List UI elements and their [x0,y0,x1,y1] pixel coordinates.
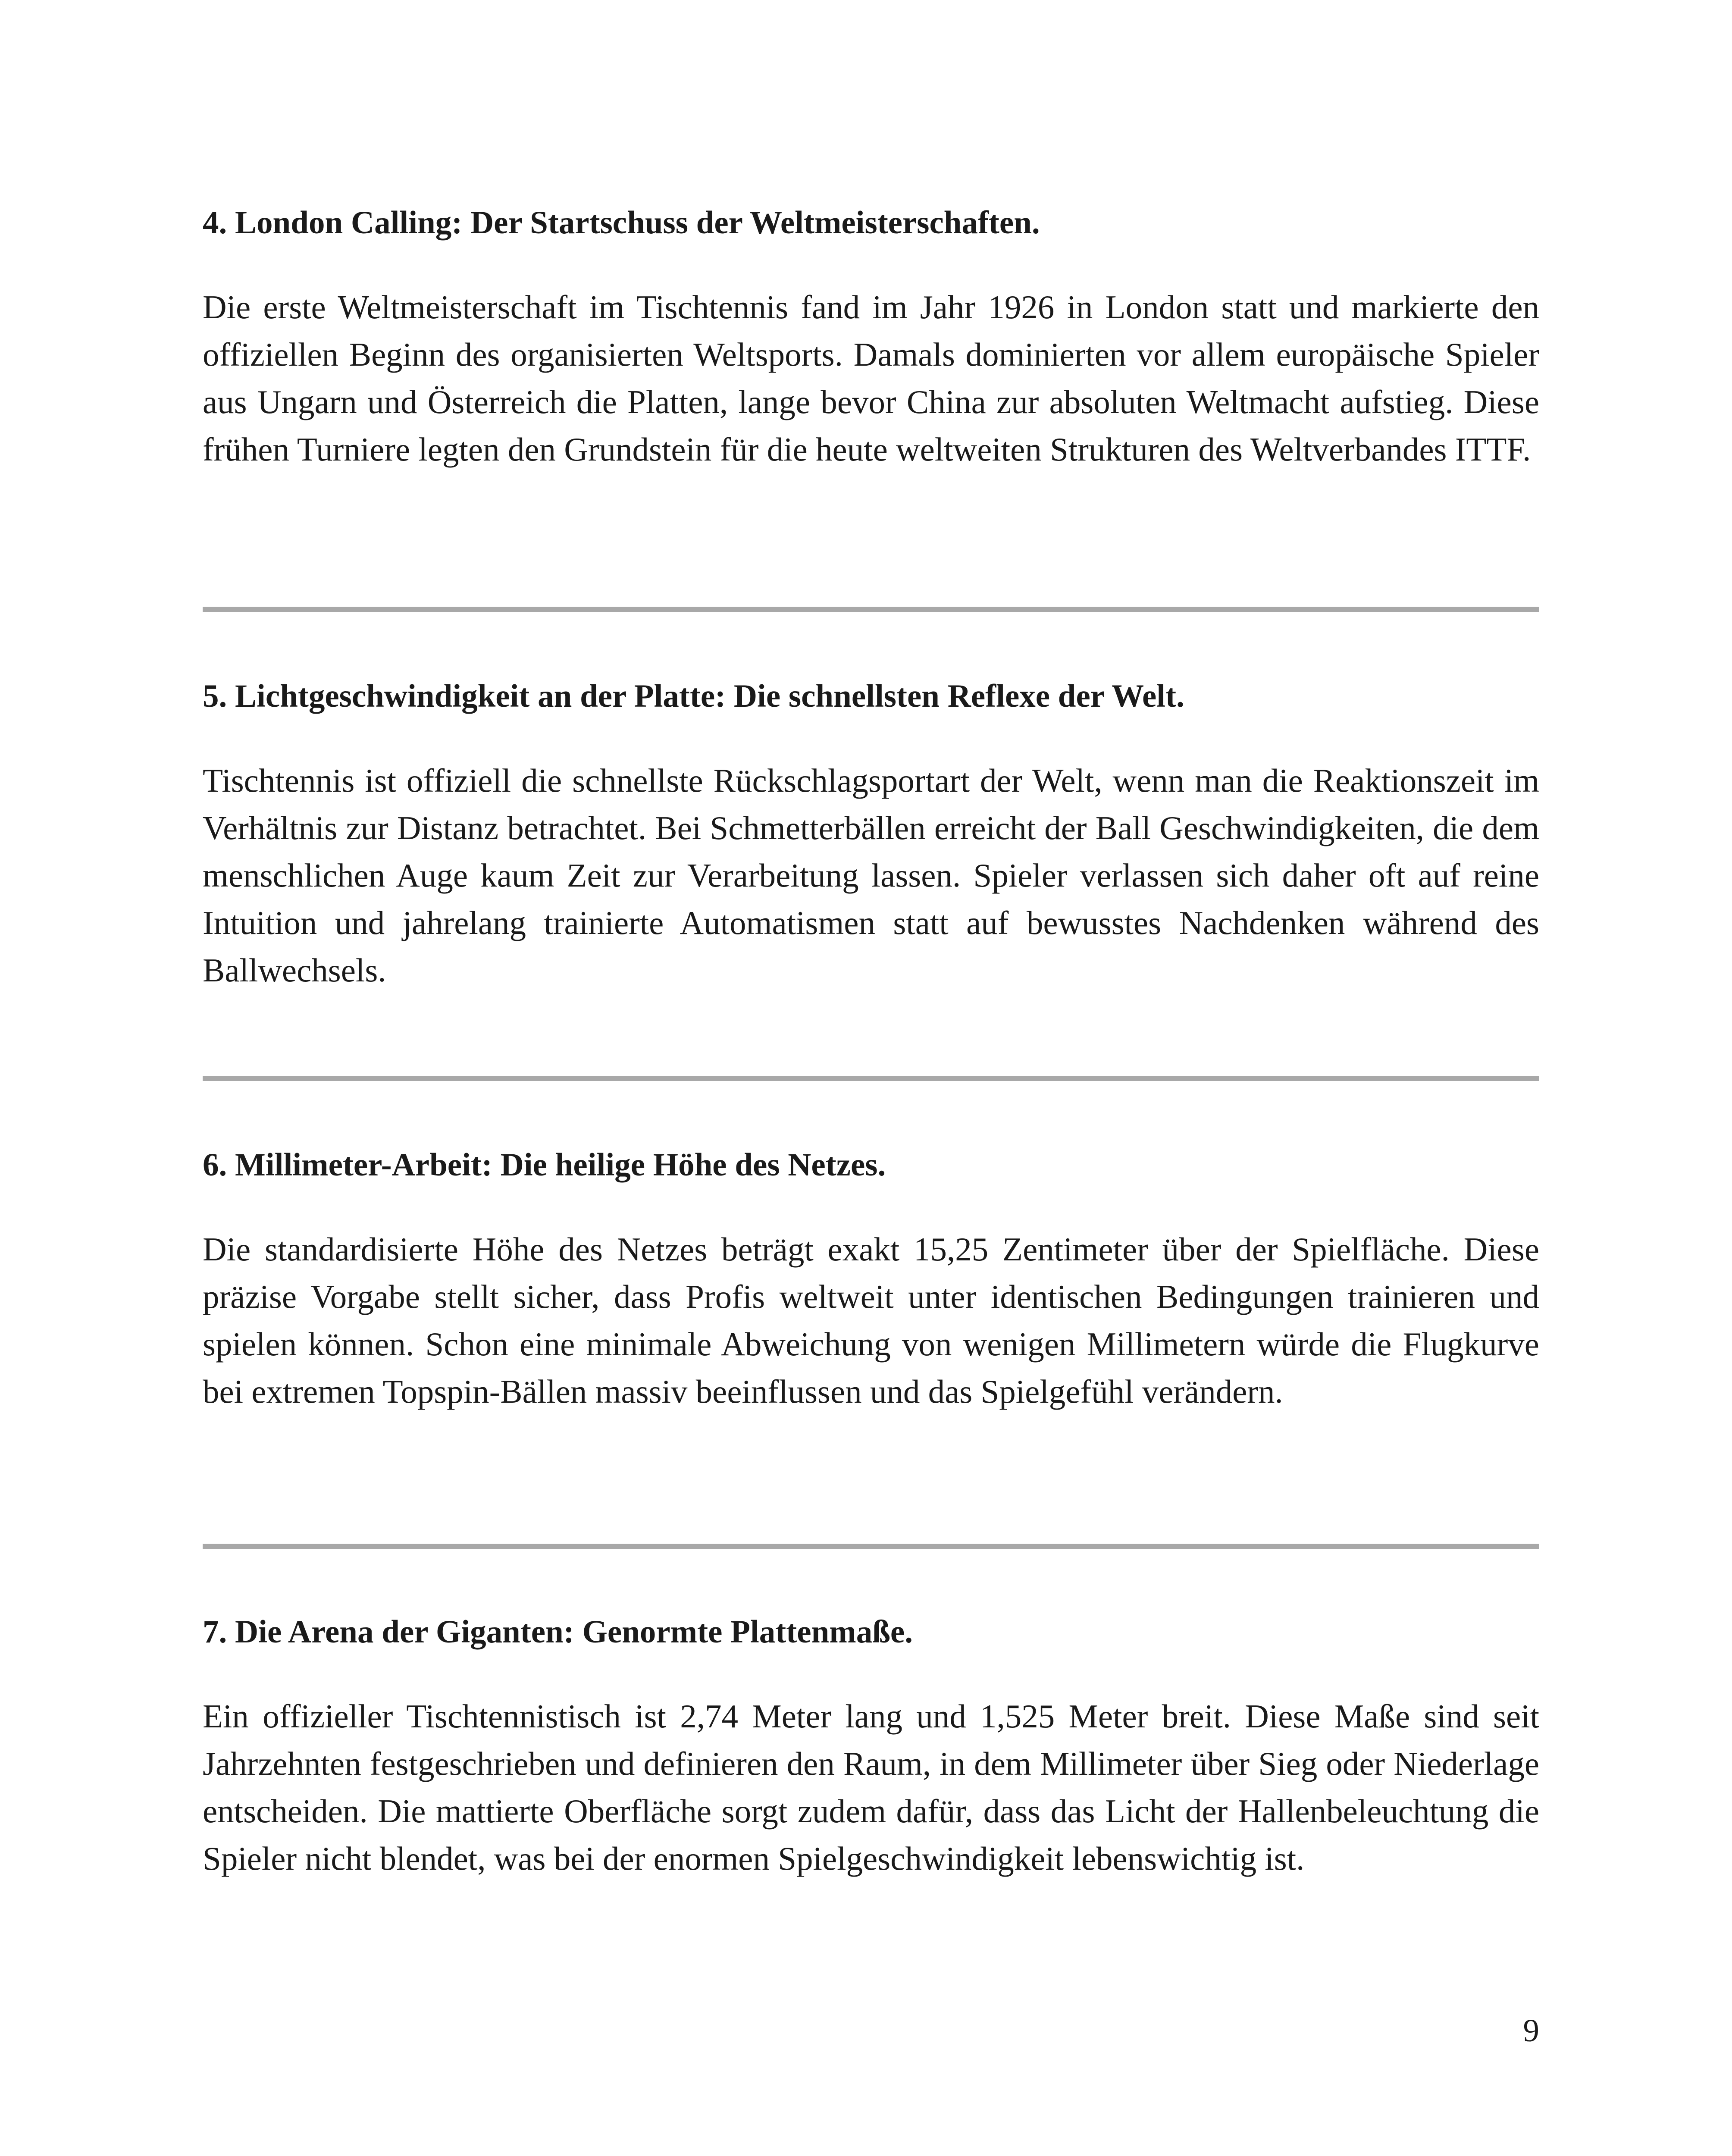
section-divider [203,607,1539,612]
section-heading: 7. Die Arena der Giganten: Genormte Plattenmaße. [203,1614,913,1650]
section-divider [203,1076,1539,1081]
section-paragraph: Die standardisierte Höhe des Netzes beträgt exakt 15,25 Zentimeter über der Spielfläche. Diese präzise Vorgabe stellt sicher, dass Profis weltweit unter identischen Bedingungen trainieren und spielen können. Schon eine minimale Abweichung von wenigen Millimetern würde die Flugkurve bei extremen Topspin-Bällen massiv beeinflussen und das Spielgefühl verändern. [203,1231,1539,1410]
section-heading: 6. Millimeter-Arbeit: Die heilige Höhe des Netzes. [203,1147,886,1183]
section-5 [203,673,1539,994]
section-paragraph: Die erste Weltmeisterschaft im Tischtennis fand im Jahr 1926 in London statt und markierte den offiziellen Beginn des organisierten Weltsports. Damals dominierten vor allem europäische Spieler aus Ungarn und Österreich die Platten, lange bevor China zur absoluten Weltmacht aufstieg. Diese frühen Turniere legten den Grundstein für die heute weltweiten Strukturen des Weltverbandes ITTF. [203,288,1539,468]
section-6 [203,1141,1539,1415]
section-divider [203,1544,1539,1549]
page-number: 9 [1523,2013,1539,2049]
section-heading: 4. London Calling: Der Startschuss der Weltmeisterschaften. [203,205,1040,241]
section-4 [203,199,1539,473]
section-paragraph: Ein offizieller Tischtennistisch ist 2,74 Meter lang und 1,525 Meter breit. Diese Maße sind seit Jahrzehnten festgeschrieben und definieren den Raum, in dem Millimeter über Sieg oder Niederlage entscheiden. Die mattierte Oberfläche sorgt zudem dafür, dass das Licht der Hallenbeleuchtung die Spieler nicht blendet, was bei der enormen Spielgeschwindigkeit lebenswichtig ist. [203,1698,1539,1877]
section-heading: 5. Lichtgeschwindigkeit an der Platte: Die schnellsten Reflexe der Welt. [203,678,1184,714]
section-paragraph: Tischtennis ist offiziell die schnellste Rückschlagsportart der Welt, wenn man die Reaktionszeit im Verhältnis zur Distanz betrachtet. Bei Schmetterbällen erreicht der Ball Geschwindigkeiten, die dem menschlichen Auge kaum Zeit zur Verarbeitung lassen. Spieler verlassen sich daher oft auf reine Intuition und jahrelang trainierte Automatismen statt auf bewusstes Nachdenken während des Ballwechsels. [203,762,1539,989]
section-7 [203,1608,1539,1882]
